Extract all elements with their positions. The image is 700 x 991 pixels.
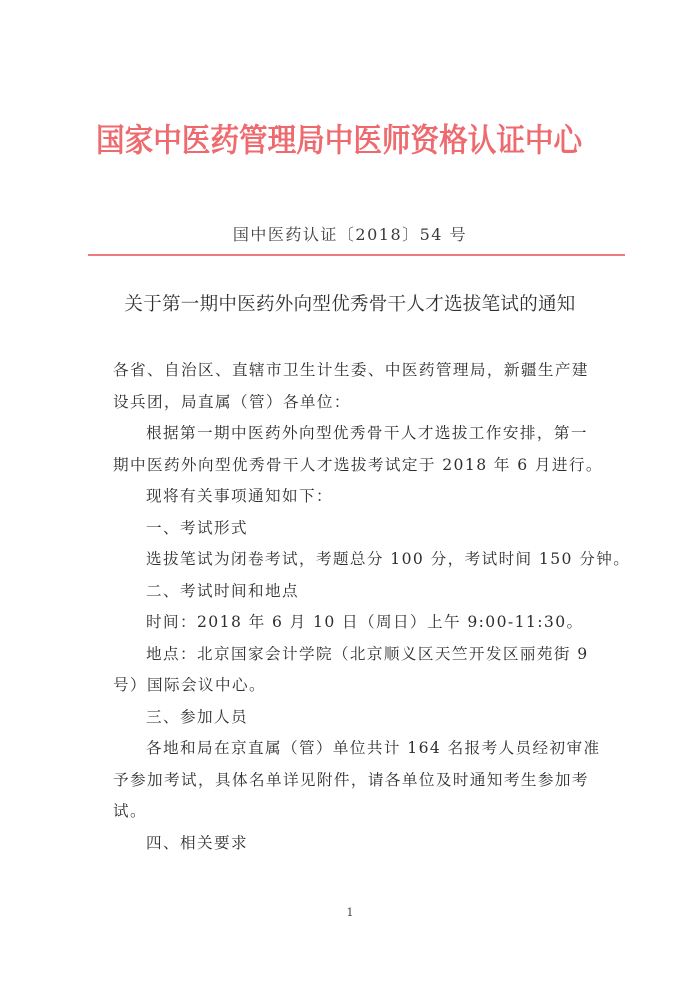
participants-line-1: 各地和局在京直属（管）单位共计 164 名报考人员经初审准 [146, 739, 601, 757]
section-heading-time-location: 二、考试时间和地点 [146, 581, 299, 600]
section-heading-participants: 三、参加人员 [146, 707, 248, 726]
section-heading-requirements: 四、相关要求 [146, 833, 248, 852]
addressee-line-1: 各省、自治区、直辖市卫生计生委、中医药管理局，新疆生产建 [113, 361, 589, 379]
paragraph-notice-lead: 现将有关事项通知如下： [146, 487, 333, 505]
addressee-line-2: 设兵团，局直属（管）各单位： [113, 392, 351, 411]
notice-title: 关于第一期中医药外向型优秀骨干人才选拔笔试的通知 [124, 294, 576, 315]
exam-location-line-1: 地点：北京国家会计学院（北京顺义区天竺开发区丽苑街 9 [146, 644, 589, 663]
section-heading-exam-format: 一、考试形式 [146, 518, 248, 537]
exam-location-line-2: 号）国际会议中心。 [113, 676, 266, 694]
paragraph-intro-line-2: 期中医药外向型优秀骨干人才选拔考试定于 2018 年 6 月进行。 [113, 455, 603, 474]
paragraph-intro-line-1: 根据第一期中医药外向型优秀骨干人才选拔工作安排，第一 [146, 424, 588, 442]
exam-format-text: 选拔笔试为闭卷考试，考题总分 100 分，考试时间 150 分钟。 [146, 550, 631, 568]
red-divider-rule [88, 254, 625, 256]
participants-line-2: 予参加考试，具体名单详见附件，请各单位及时通知考生参加考 [113, 770, 589, 789]
letterhead-organization: 国家中医药管理局中医师资格认证中心 [96, 120, 583, 160]
document-number: 国中医药认证〔2018〕54 号 [232, 225, 468, 244]
page-number: 1 [346, 906, 354, 919]
notice-body [113, 355, 631, 859]
participants-line-3: 试。 [113, 802, 147, 820]
exam-time-text: 时间：2018 年 6 月 10 日（周日）上午 9:00-11:30。 [146, 613, 584, 631]
